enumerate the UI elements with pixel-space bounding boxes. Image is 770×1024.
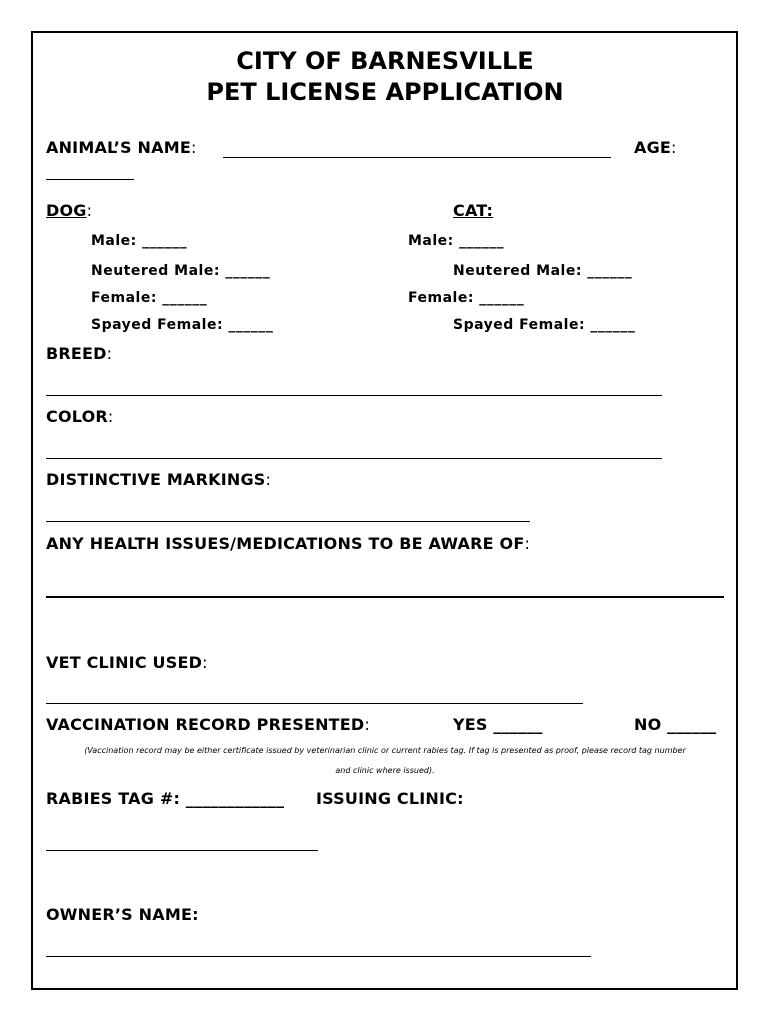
owner-name-field[interactable] bbox=[46, 956, 591, 957]
form-border bbox=[31, 31, 738, 990]
breed-field[interactable] bbox=[46, 395, 662, 396]
vet-clinic-label: VET CLINIC USED: bbox=[46, 653, 208, 672]
vaccination-yes-option[interactable]: YES ______ bbox=[453, 715, 543, 734]
cat-female-option[interactable]: Female: ______ bbox=[408, 290, 525, 306]
animal-name-label: ANIMAL’S NAME: bbox=[46, 138, 197, 157]
form-title-line1: CITY OF BARNESVILLE bbox=[236, 47, 534, 75]
dog-heading: DOG: bbox=[46, 201, 93, 220]
breed-label: BREED: bbox=[46, 344, 113, 363]
form-title-line2: PET LICENSE APPLICATION bbox=[206, 78, 564, 106]
vaccination-note-line1: (Vaccination record may be either certificate issued by veterinarian clinic or current rabies tag. If tag is presented as proof, please record tag number bbox=[84, 746, 686, 755]
age-label: AGE: bbox=[634, 138, 677, 157]
age-field[interactable] bbox=[46, 179, 134, 180]
dog-male-option[interactable]: Male: ______ bbox=[91, 233, 188, 249]
distinctive-markings-field[interactable] bbox=[46, 521, 530, 522]
color-label: COLOR: bbox=[46, 407, 114, 426]
animal-name-field[interactable] bbox=[223, 157, 611, 158]
vaccination-no-option[interactable]: NO ______ bbox=[634, 715, 717, 734]
vaccination-record-label: VACCINATION RECORD PRESENTED: bbox=[46, 715, 370, 734]
cat-spayed-female-option[interactable]: Spayed Female: ______ bbox=[453, 317, 636, 333]
cat-male-option[interactable]: Male: ______ bbox=[408, 233, 505, 249]
vaccination-note-line2: and clinic where issued). bbox=[335, 766, 435, 775]
dog-spayed-female-option[interactable]: Spayed Female: ______ bbox=[91, 317, 274, 333]
cat-neutered-male-option[interactable]: Neutered Male: ______ bbox=[453, 263, 633, 279]
issuing-clinic-field[interactable] bbox=[46, 850, 318, 851]
rabies-tag-label[interactable]: RABIES TAG #: ____________ bbox=[46, 789, 285, 808]
dog-neutered-male-option[interactable]: Neutered Male: ______ bbox=[91, 263, 271, 279]
issuing-clinic-label: ISSUING CLINIC: bbox=[316, 789, 464, 808]
vet-clinic-field[interactable] bbox=[46, 703, 583, 704]
cat-heading: CAT: bbox=[453, 201, 494, 220]
dog-female-option[interactable]: Female: ______ bbox=[91, 290, 208, 306]
health-issues-field[interactable] bbox=[46, 596, 724, 598]
health-issues-label: ANY HEALTH ISSUES/MEDICATIONS TO BE AWARE OF: bbox=[46, 534, 531, 553]
distinctive-markings-label: DISTINCTIVE MARKINGS: bbox=[46, 470, 272, 489]
owner-name-label: OWNER’S NAME: bbox=[46, 905, 199, 924]
color-field[interactable] bbox=[46, 458, 662, 459]
